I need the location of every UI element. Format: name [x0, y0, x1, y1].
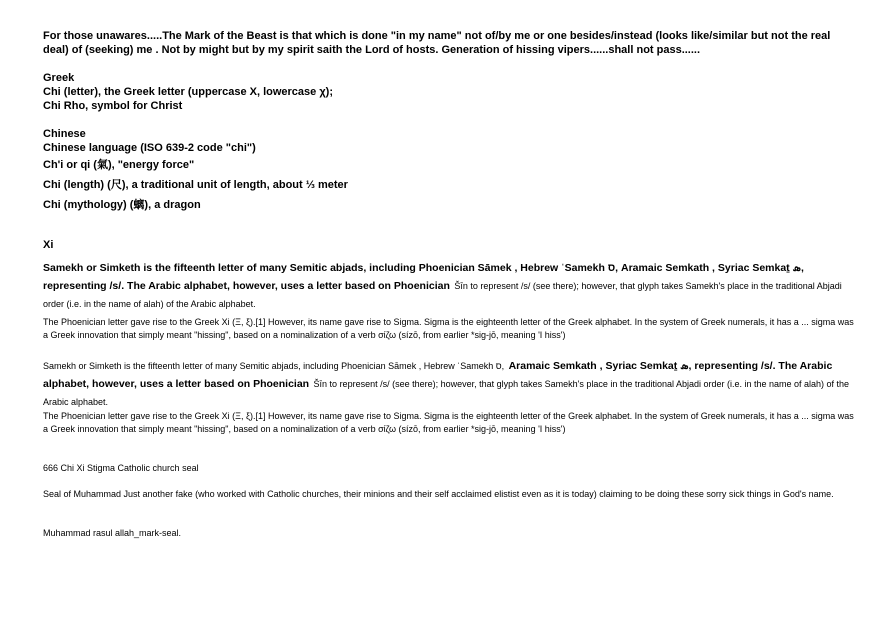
chinese-line: Ch'i or qi (氣), "energy force" [43, 159, 195, 171]
chinese-line: Chi (mythology) (螭), a dragon [43, 199, 201, 211]
xi-paragraph-4: The Phoenician letter gave rise to the Greek Xi (Ξ, ξ).[1] However, its name gave rise to Sigma. Sigma is the eighteenth letter of the Greek alphabet. In the system of Greek numerals, it has a ... sigma was a Greek innovation that simply meant "hissing", based on a nominalization of a verb σίζω (sízō, from earlier *sig-jō, meaning 'I hiss') [43, 411, 854, 434]
xi-paragraph-2: The Phoenician letter gave rise to the Greek Xi (Ξ, ξ).[1] However, its name gave rise to Sigma. Sigma is the eighteenth letter of the Greek alphabet. In the system of Greek numerals, it has a ... sigma was a Greek innovation that simply meant "hissing", based on a nominalization of a verb σίζω (sízō, from earlier *sig-jō, meaning 'I hiss') [43, 317, 854, 340]
chinese-section [43, 127, 858, 212]
xi-para1-small: Šīn to represent /s/ (see there); however, that glyph takes Samekh's place in the traditional Abjadi order (i.e. in the name of alah) of the Arabic alphabet. [43, 281, 842, 309]
chinese-line: Chi (length) (尺), a traditional unit of length, about ⅓ meter [43, 179, 348, 191]
xi-paragraph-3 [43, 356, 858, 410]
greek-heading: Greek [43, 72, 75, 84]
greek-line: Chi (letter), the Greek letter (uppercase Χ, lowercase χ); [43, 86, 333, 98]
xi-para1-large: Samekh or Simketh is the fifteenth letter of many Semitic abjads, including Phoenician Sāmek , Hebrew ˈSamekh ס, Aramaic Semkath , Syriac Semkaṯ ܣ, representing /s/. The Arabic alphabet, however, uses a letter based on Phoenician [43, 262, 804, 292]
xi-para3-b: Aramaic Semkath , Syriac Semkaṯ ܣ, representing /s/. The Arabic alphabet, however, uses a letter based on Phoenician [43, 360, 833, 390]
greek-section [43, 71, 858, 113]
xi-paragraph-1 [43, 258, 858, 312]
chinese-heading: Chinese [43, 128, 86, 140]
xi-heading: Xi [43, 239, 54, 251]
footer-line-2: Seal of Muhammad Just another fake (who worked with Catholic churches, their minions and their self acclaimed elistist even as it is today) claiming to be doing these sorry sick things in God's name. [43, 489, 834, 499]
intro-paragraph: For those unawares.....The Mark of the Beast is that which is done "in my name" not of/by me or one besides/instead (looks like/similar but not the real deal) of (seeking) me . Not by might but by my spirit saith the Lord of hosts. Generation of hissing vipers......shall not pass...... [43, 30, 831, 56]
xi-para3-a: Samekh or Simketh is the fifteenth letter of many Semitic abjads, including Phoenician Sāmek , Hebrew ˈSamekh ס, [43, 361, 505, 371]
greek-line: Chi Rho, symbol for Christ [43, 100, 183, 112]
chinese-line: Chinese language (ISO 639-2 code "chi") [43, 142, 256, 154]
footer-line-1: 666 Chi Xi Stigma Catholic church seal [43, 463, 199, 473]
xi-para3-c: Šīn to represent /s/ (see there); however, that glyph takes Samekh's place in the traditional Abjadi order (i.e. in the name of alah) of the Arabic alphabet. [43, 379, 850, 407]
footer-line-3: Muhammad rasul allah_mark-seal. [43, 528, 182, 538]
